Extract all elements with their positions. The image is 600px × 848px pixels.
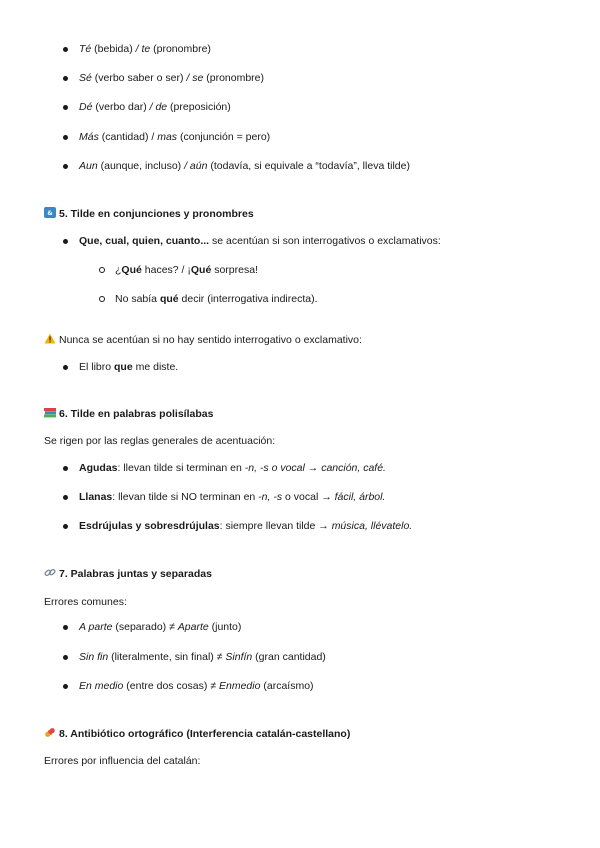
bullet-dot xyxy=(63,625,68,630)
warning-note: Nunca se acentúan si no hay sentido interrogativo o exclamativo: xyxy=(44,333,362,347)
bullet-dot xyxy=(63,684,68,689)
pill-icon xyxy=(44,727,56,738)
section-6-heading: 6. Tilde en palabras polisílabas xyxy=(44,407,213,421)
section-7-intro: Errores comunes: xyxy=(44,596,127,608)
input-symbols-icon xyxy=(44,207,56,218)
bullet-dot xyxy=(63,105,68,110)
warning-icon xyxy=(44,333,56,344)
section-5-heading: & 5. Tilde en conjunciones y pronombres xyxy=(44,207,254,221)
section-8-heading: 8. Antibiótico ortográfico (Interferencia catalán-castellano) xyxy=(44,727,350,741)
bullet-dot xyxy=(63,47,68,52)
section-7-heading: 7. Palabras juntas y separadas xyxy=(44,567,212,581)
books-icon xyxy=(44,407,56,418)
svg-text:&: & xyxy=(47,210,53,217)
bullet-dot xyxy=(63,655,68,660)
bullet-circle xyxy=(99,296,105,302)
link-icon xyxy=(44,567,56,578)
bullet-dot xyxy=(63,135,68,140)
bullet-dot xyxy=(63,524,68,529)
bullet-dot xyxy=(63,164,68,169)
document-page: Té (bebida) / te (pronombre) Sé (verbo saber o ser) / se (pronombre) Dé (verbo dar) / de (preposición) Más (cantidad) / mas (conjunción = pero) Aun (aunque, incluso) / aún (todavía, si equivale a “todavía”, lleva tilde) & 5. Tilde en conjunciones y pronombres Que, cual, quien, cuanto... se acentúan si son interrogativos o exclamativos: ¿Qué haces? / ¡Qué sorpresa! No sabía qué decir (interrogativa indirecta). Nunca se acentúan si no hay sentido interrogativo o exclamativo: El libro que me diste. 6. Tilde en palabras polisílabas Se rigen por las reglas generales de acentuación: Agudas: llevan tilde si terminan en -n, -s o vocal → canción, café. Llanas: llevan tilde si NO terminan en -n, -s o vocal → fácil, árbol. Esdrújulas y sobresdrújulas: siempre llevan tilde → música, llévatelo. 7. Palabras juntas y separadas Errores comunes: A parte (separado) ≠ Aparte (junto) Sin fin (literalmente, sin final) ≠ Sinfín (gran cantidad) En medio (entre dos cosas) ≠ Enmedio (arcaísmo) 8. Antibiótico ortográfico (Interferencia catalán-castellano) Errores por influencia del catalán: xyxy=(44,43,441,767)
section-8-intro: Errores por influencia del catalán: xyxy=(44,755,201,767)
bullet-dot xyxy=(63,76,68,81)
bullet-dot xyxy=(63,365,68,370)
bullet-dot xyxy=(63,239,68,244)
bullet-circle xyxy=(99,267,105,273)
bullet-dot xyxy=(63,495,68,500)
bullet-dot xyxy=(63,466,68,471)
section-6-intro: Se rigen por las reglas generales de acentuación: xyxy=(44,435,276,447)
